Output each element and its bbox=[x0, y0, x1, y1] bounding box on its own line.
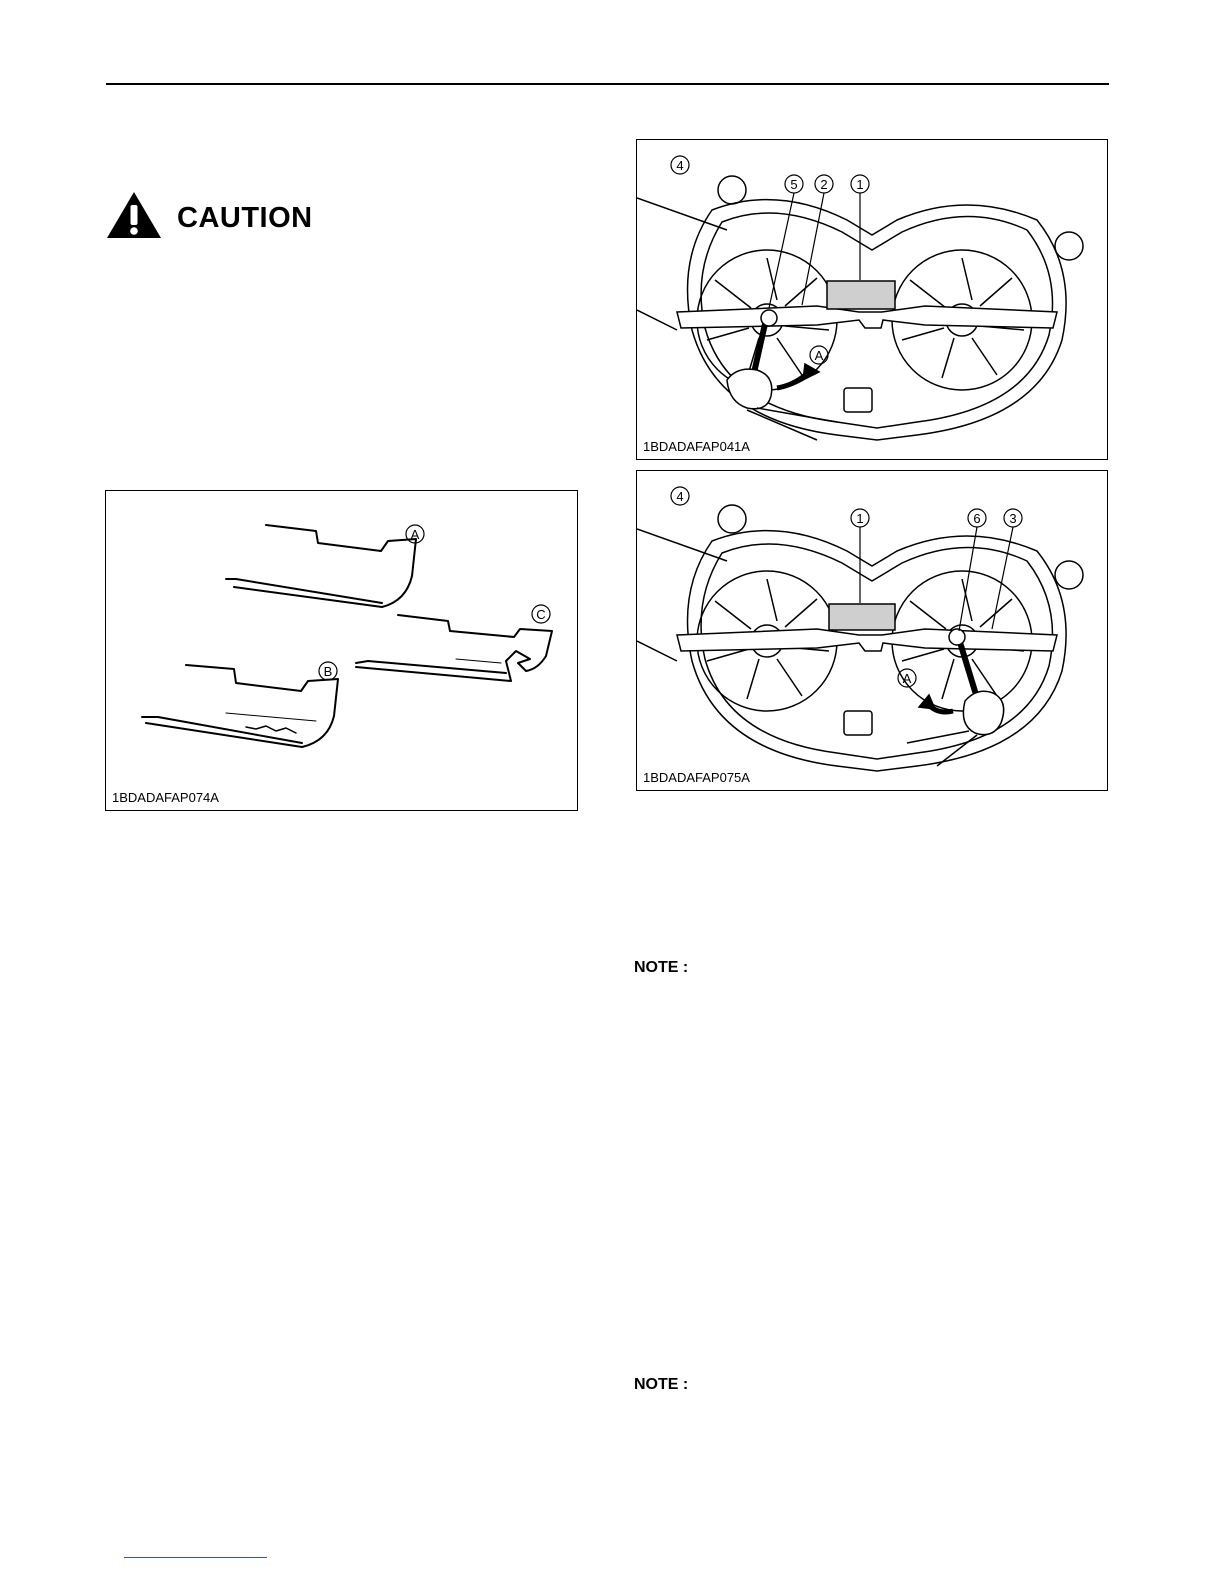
callout-a: A bbox=[814, 348, 824, 363]
warning-triangle-icon bbox=[105, 190, 163, 240]
callout-3: 3 bbox=[1009, 511, 1017, 526]
figure-deck-right-blade bbox=[636, 470, 1108, 791]
header-rule bbox=[106, 83, 1109, 85]
figure-code: 1BDADAFAP041A bbox=[643, 439, 750, 454]
note-heading: NOTE : bbox=[634, 959, 689, 976]
callout-4: 4 bbox=[676, 158, 684, 173]
callout-1: 1 bbox=[856, 511, 864, 526]
callout-1: 1 bbox=[856, 177, 864, 192]
footer-link-underline[interactable] bbox=[124, 1557, 267, 1558]
callout-2: 2 bbox=[820, 177, 828, 192]
blade-wear-illustration bbox=[106, 491, 577, 810]
callout-c: C bbox=[536, 607, 546, 622]
callout-4: 4 bbox=[676, 489, 684, 504]
callout-a: A bbox=[410, 527, 420, 542]
callout-6: 6 bbox=[973, 511, 981, 526]
callout-b: B bbox=[323, 664, 333, 679]
caution-label: CAUTION bbox=[177, 202, 313, 234]
callout-a: A bbox=[902, 671, 912, 686]
note-heading: NOTE : bbox=[634, 1376, 689, 1393]
figure-code: 1BDADAFAP075A bbox=[643, 770, 750, 785]
mower-deck-illustration bbox=[637, 471, 1107, 790]
callout-5: 5 bbox=[790, 177, 798, 192]
caution-heading bbox=[105, 190, 365, 240]
figure-blade-wear bbox=[105, 490, 578, 811]
figure-deck-left-blade bbox=[636, 139, 1108, 460]
mower-deck-illustration bbox=[637, 140, 1107, 459]
figure-code: 1BDADAFAP074A bbox=[112, 790, 219, 805]
